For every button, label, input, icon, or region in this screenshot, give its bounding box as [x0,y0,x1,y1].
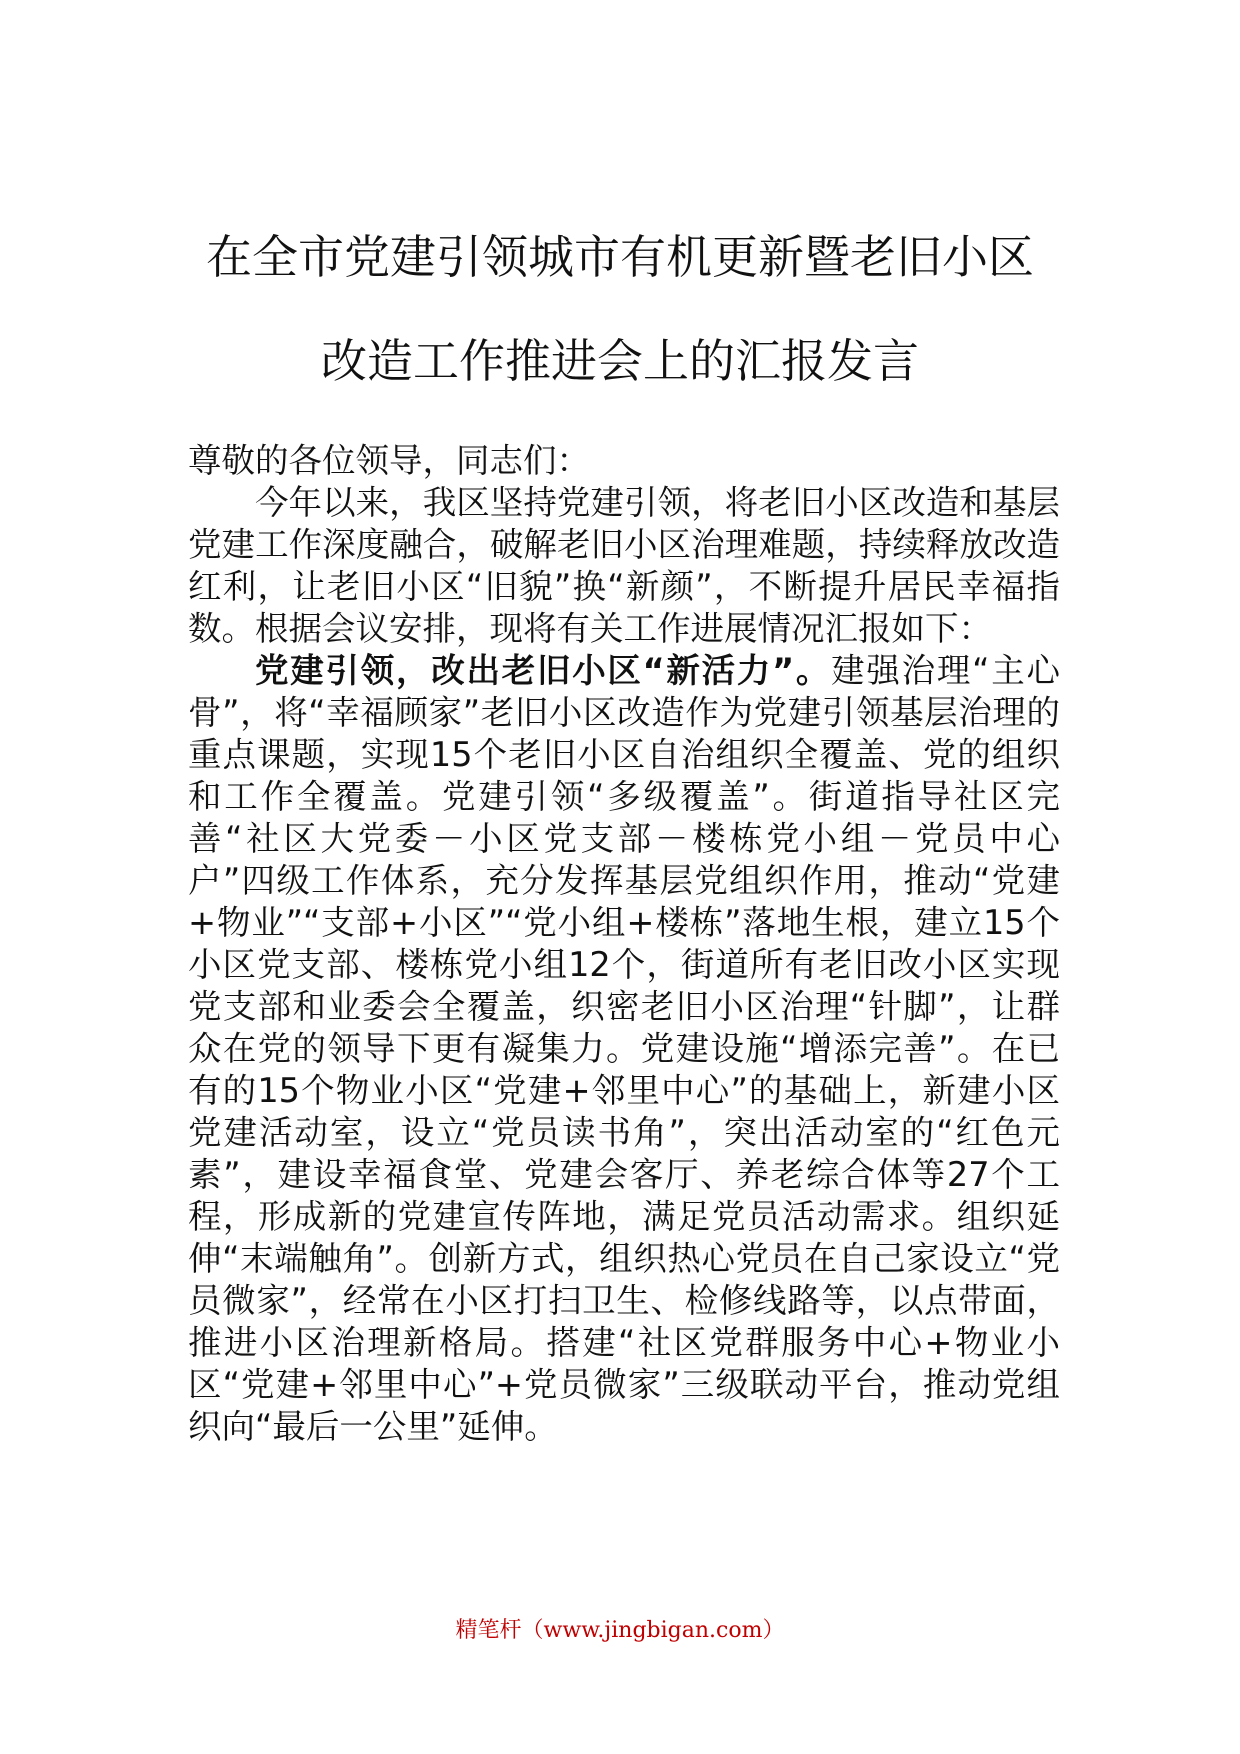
document-title [0,205,1240,413]
paragraph-text: 建强治理“主心骨”，将“幸福顾家”老旧小区改造作为党建引领基层治理的重点课题，实现15个老旧小区自治组织全覆盖、党的组织和工作全覆盖。党建引领“多级覆盖”。街道指导社区完善“社区大党委－小区党支部－楼栋党小组－党员中心户”四级工作体系，充分发挥基层党组织作用，推动“党建+物业”“支部+小区”“党小组+楼栋”落地生根，建立15个小区党支部、楼栋党小组12个，街道所有老旧改小区实现党支部和业委会全覆盖，织密老旧小区治理“针脚”，让群众在党的领导下更有凝集力。党建设施“增添完善”。在已有的15个物业小区“党建+邻里中心”的基础上，新建小区党建活动室，设立“党员读书角”，突出活动室的“红色元素”，建设幸福食堂、党建会客厅、养老综合体等27个工程，形成新的党建宣传阵地，满足党员活动需求。组织延伸“末端触角”。创新方式，组织热心党员在自己家设立“党员微家”，经常在小区打扫卫生、检修线路等，以点带面，推进小区治理新格局。搭建“社区党群服务中心+物业小区“党建+邻里中心”+党员微家”三级联动平台，推动党组织向“最后一公里”延伸。 [188,651,1060,1446]
footer-watermark: 精笔杆（www.jingbigan.com） [455,1618,785,1643]
title-line-2: 改造工作推进会上的汇报发言 [321,334,919,388]
paragraph-heading: 党建引领，改出老旧小区“新活力”。 [255,651,832,690]
document-body [188,440,1060,1448]
title-line-1: 在全市党建引领城市有机更新暨老旧小区 [206,230,1034,284]
paragraph-party-building [188,650,1060,1448]
greeting: 尊敬的各位领导，同志们： [188,441,590,480]
paragraph-intro: 今年以来，我区坚持党建引领，将老旧小区改造和基层党建工作深度融合，破解老旧小区治理难题，持续释放改造红利，让老旧小区“旧貌”换“新颜”，不断提升居民幸福指数。根据会议安排，现将有关工作进展情况汇报如下： [188,483,1060,648]
